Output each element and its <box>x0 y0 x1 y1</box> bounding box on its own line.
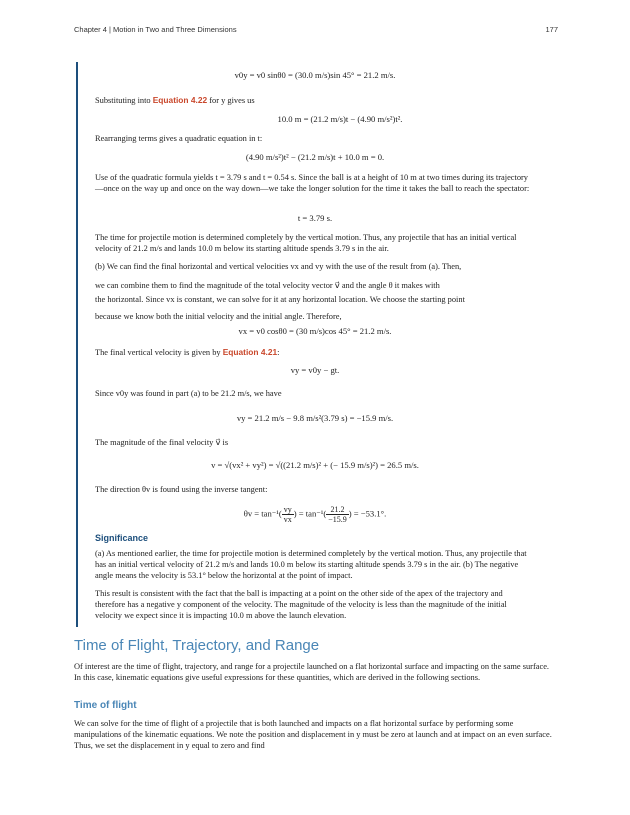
fraction-numeric <box>326 505 349 524</box>
equation-vx: vx = v0 cosθ0 = (30 m/s)cos 45° = 21.2 m/s. <box>238 326 392 336</box>
subsection-paragraph: We can solve for the time of flight of a projectile that is both launched and impacts on a flat horizontal surface by performing some manipulations of the kinematic equations. We note the position and displacement in y must be zero at launch and at impact on an even surface. Thus, we set the displacement in y equal to zero and find <box>74 719 552 751</box>
quadratic-formula-paragraph: Use of the quadratic formula yields t = 3.79 s and t = 0.54 s. Since the ball is at a height of 10 m at two times during its trajectory—once on the way up and once on the way down—we take the longer solution for the time it takes the ball to reach the spectator: <box>95 173 530 194</box>
equation-4-22-link[interactable]: Equation 4.22 <box>152 95 208 105</box>
fraction-denominator: −15.9 <box>328 515 347 524</box>
chapter-header: Chapter 4 | Motion in Two and Three Dimensions <box>74 25 237 34</box>
equation-4-21-link[interactable]: Equation 4.21 <box>222 347 278 357</box>
equation-v-magnitude: v = √(vx² + vy²) = √((21.2 m/s)² + (− 15.9 m/s)²) = 26.5 m/s. <box>211 460 419 470</box>
page-number: 177 <box>545 25 558 34</box>
significance-paragraph-1: (a) As mentioned earlier, the time for projectile motion is determined completely by the vertical motion. Thus, any projectile that has an initial vertical velocity of 21.2 m/s and lands 10.0 m below its starting altitude spends 3.79 s in the air. (b) The negative angle means the velocity is 53.1° below the horizontal at the point of impact. <box>95 549 527 581</box>
significance-heading: Significance <box>95 533 149 543</box>
final-vertical-lead: The final vertical velocity is given by <box>95 348 221 357</box>
time-paragraph: The time for projectile motion is determined completely by the vertical motion. Thus, any projectile that has an initial vertical velocity of 21.2 m/s and lands 10.0 m below its starting altitude spends 3.79 s in the air. <box>95 233 517 254</box>
substitution-lead: Substituting into <box>95 96 151 105</box>
theta-rhs: = −53.1°. <box>353 508 387 519</box>
equation-quadratic: (4.90 m/s²)t² − (21.2 m/s)t + 10.0 m = 0. <box>245 152 385 162</box>
final-vertical-text <box>95 347 535 358</box>
substitution-text <box>95 95 535 106</box>
fraction-vy-vx <box>282 505 294 524</box>
since-text: Since v0y was found in part (a) to be 21.2 m/s, we have <box>95 389 282 398</box>
theta-lhs: θv = tan⁻¹ <box>243 508 279 519</box>
part-b-line-3: the horizontal. Since vx is constant, we can solve for it at any horizontal location. We choose the starting point <box>95 295 465 304</box>
substitution-tail: for y gives us <box>209 96 255 105</box>
equation-theta: θv = tan⁻¹( $\frac{vy}{vx}$ ) = tan⁻¹( $\frac{21.2}{-15.9}$ ) = −53.1°. <box>243 505 387 524</box>
section-intro: Of interest are the time of flight, trajectory, and range for a projectile launched on a flat horizontal surface and impacting on the same surface. In this case, kinematic equations give useful expressions for these quantities, which are derived in the following sections. <box>74 662 550 683</box>
part-b-line-2: we can combine them to find the magnitude of the total velocity vector v⃗ and the angle θ it makes with <box>95 281 440 290</box>
significance-paragraph-2: This result is consistent with the fact that the ball is impacting at a point on the other side of the apex of the trajectory and therefore has a negative y component of the velocity. The magnitude of the velocity is less than the magnitude of the initial velocity we expect since it is impacting 10.0 m above the launch elevation. <box>95 589 507 621</box>
rearranging-text: Rearranging terms gives a quadratic equation in t: <box>95 134 263 143</box>
fraction-numerator: 21.2 <box>326 505 349 515</box>
equation-time: t = 3.79 s. <box>297 213 333 223</box>
magnitude-text: The magnitude of the final velocity v⃗ is <box>95 438 229 447</box>
section-title: Time of Flight, Trajectory, and Range <box>74 637 320 654</box>
equation-vy-general: vy = v0y − gt. <box>290 365 340 375</box>
equation-v0y: v0y = v0 sinθ0 = (30.0 m/s)sin 45° = 21.2 m/s. <box>234 70 396 80</box>
fraction-vy: vy <box>283 505 292 514</box>
direction-text: The direction θv is found using the inverse tangent: <box>95 485 268 494</box>
colon: : <box>277 348 280 357</box>
fraction-vx: vx <box>283 515 292 524</box>
subsection-title: Time of flight <box>74 700 137 711</box>
part-b-line-4: because we know both the initial velocity and the initial angle. Therefore, <box>95 312 342 321</box>
equation-vy: vy = 21.2 m/s − 9.8 m/s²(3.79 s) = −15.9 m/s. <box>236 413 394 423</box>
part-b-line-1: (b) We can find the final horizontal and vertical velocities vx and vy with the use of the result from (a). Then, <box>95 262 462 271</box>
equation-displacement: 10.0 m = (21.2 m/s)t − (4.90 m/s²)t². <box>277 114 403 124</box>
theta-mid: = tan⁻¹ <box>298 508 324 519</box>
